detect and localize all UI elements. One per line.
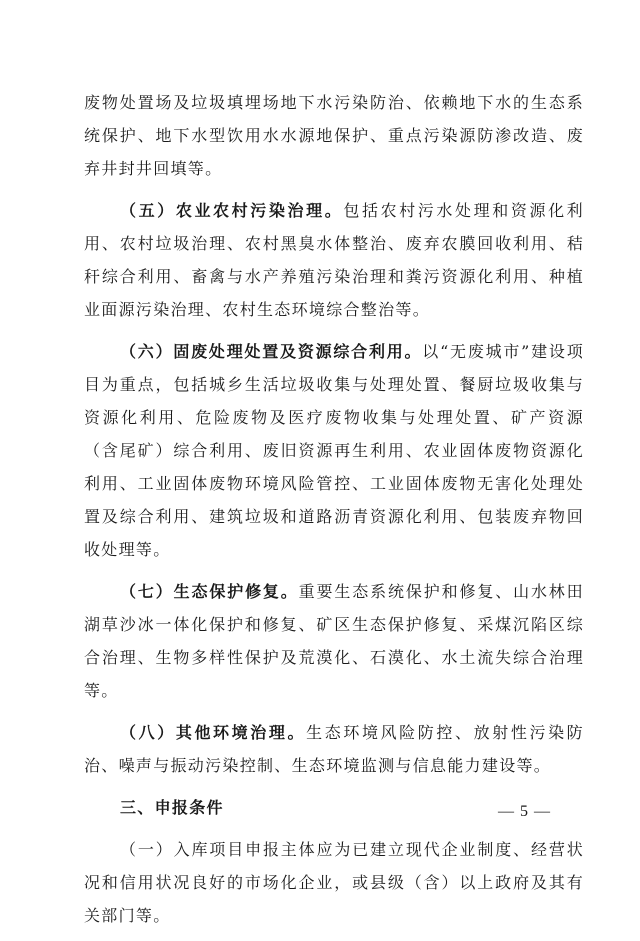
- paragraph-body-agricultural: 包括农村污水处理和资源化利用、农村垃圾治理、农村黑臭水体整治、废弃农膜回收利用、秸秆综合利用、畜禽与水产养殖污染治理和粪污资源化利用、种植业面源污染治理、农村生态环境综合整治等。: [84, 201, 584, 319]
- paragraph-body-solid-waste: 以“无废城市”建设项目为重点，包括城乡生活垃圾收集与处理处置、餐厨垃圾收集与资源化利用、危险废物及医疗废物收集与处理处置、矿产资源（含尾矿）综合利用、废旧资源再生利用、农业固体废物资源化利用、工业固体废物环境风险管控、工业固体废物无害化处理处置及综合利用、建筑垃圾和道路沥青资源化利用、包装废弃物回收处理等。: [84, 342, 584, 559]
- paragraph-ecological-restoration: [84, 575, 584, 707]
- paragraph-body-ecological: 重要生态系统保护和修复、山水林田湖草沙冰一体化保护和修复、矿区生态保护修复、采煤沉陷区综合治理、生物多样性保护及荒漠化、石漠化、水土流失综合治理等。: [84, 582, 584, 700]
- paragraph-solid-waste: [84, 335, 584, 566]
- paragraph-lead-solid-waste: （六）固废处理处置及资源综合利用。: [120, 342, 423, 361]
- paragraph-continued: [84, 86, 584, 185]
- paragraph-other-environmental: [84, 716, 584, 782]
- paragraph-lead-agricultural: （五）农业农村污染治理。: [120, 201, 344, 220]
- paragraph-condition-1-text: （一）入库项目申报主体应为已建立现代企业制度、经营状况和信用状况良好的市场化企业，或县级（含）以上政府及其有关部门等。: [84, 840, 584, 925]
- paragraph-lead-other: （八）其他环境治理。: [120, 723, 307, 742]
- page-number: — 5 —: [498, 803, 551, 820]
- paragraph-body-other: 生态环境风险防控、放射性污染防治、噪声与振动污染控制、生态环境监测与信息能力建设等。: [84, 723, 584, 775]
- paragraph-continued-text: 废物处置场及垃圾填埋场地下水污染防治、依赖地下水的生态系统保护、地下水型饮用水水源地保护、重点污染源防渗改造、废弃井封井回填等。: [84, 93, 584, 178]
- paragraph-condition-1: [84, 833, 584, 932]
- paragraph-lead-ecological: （七）生态保护修复。: [120, 582, 299, 601]
- paragraph-agricultural-rural-pollution: [84, 194, 584, 326]
- section-heading-application-conditions: 三、申报条件: [120, 798, 224, 817]
